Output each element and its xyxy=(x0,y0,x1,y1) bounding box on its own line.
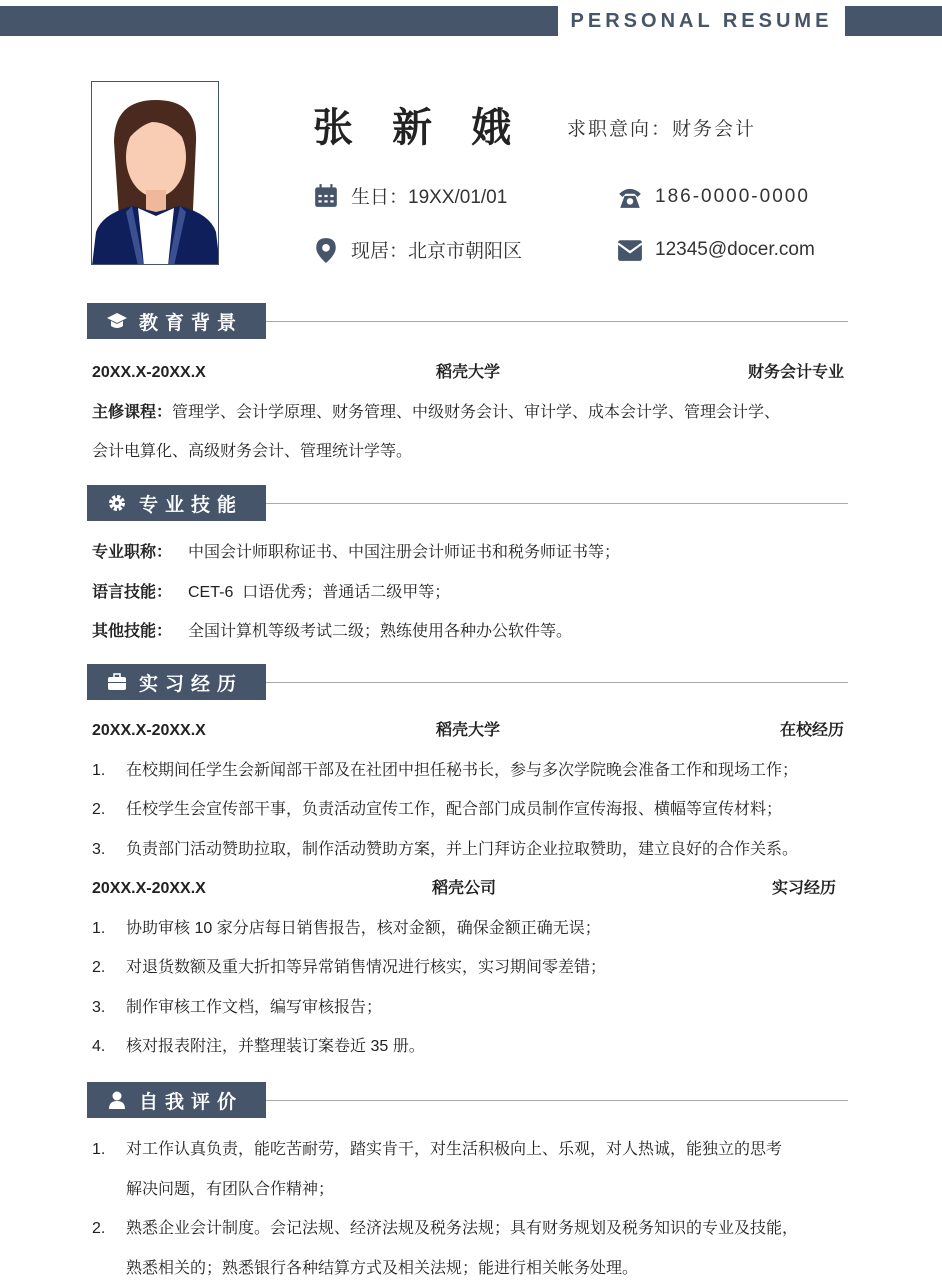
phone: 186-0000-0000 xyxy=(655,186,810,207)
section-title: 专业技能 xyxy=(139,494,244,516)
section-title: 实习经历 xyxy=(139,673,244,695)
birthday-row xyxy=(313,182,507,209)
courses-label: 主修课程： xyxy=(92,403,173,421)
section-header-experience xyxy=(87,664,848,700)
experience-content xyxy=(92,711,844,1067)
candidate-name: 张 新 娥 xyxy=(313,106,526,150)
envelope-icon xyxy=(617,237,643,263)
calendar-icon xyxy=(313,183,339,209)
skill-value: 中国会计师职称证书、中国注册会计师证书和税务师证书等； xyxy=(188,544,621,561)
section-header-skills xyxy=(87,485,848,521)
section-header-education xyxy=(87,303,848,339)
list-item: 1. 协助审核 10 家分店每日销售报告，核对金额，确保金额正确无误； xyxy=(92,919,601,937)
section-header-self xyxy=(87,1082,848,1118)
skill-label: 其他技能： xyxy=(92,623,173,640)
location-pin-icon xyxy=(313,237,339,263)
skill-row xyxy=(92,533,844,573)
resume-title: PERSONAL RESUME xyxy=(570,10,833,32)
address-row xyxy=(313,236,522,263)
list-item: 4. 核对报表附注，并整理装订案卷近 35 册。 xyxy=(92,1038,425,1055)
list-item: 3. 制作审核工作文档，编写审核报告； xyxy=(92,998,383,1016)
header-bar-left xyxy=(0,6,558,36)
avatar-photo[interactable] xyxy=(91,81,219,265)
email-row xyxy=(617,237,815,263)
exp-org: 稻壳大学 xyxy=(436,722,501,739)
skill-label: 语言技能： xyxy=(92,583,173,601)
gear-icon xyxy=(107,493,127,513)
exp-role: 在校经历 xyxy=(780,722,845,739)
skill-value: 全国计算机等级考试二级；熟练使用各种办公软件等。 xyxy=(188,623,573,640)
skill-value: CET-6 口语优秀；普通话二级甲等； xyxy=(188,583,451,601)
edu-major: 财务会计专业 xyxy=(748,364,845,381)
skills-content xyxy=(92,533,844,652)
courses: 管理学、会计学原理、财务管理、中级财务会计、审计学、成本会计学、管理会计学、 xyxy=(172,403,781,421)
exp-date: 20XX.X-20XX.X xyxy=(92,880,206,897)
header-bar-right xyxy=(845,6,942,36)
list-item: 3. 负责部门活动赞助拉取，制作活动赞助方案，并上门拜访企业拉取赞助，建立良好的合作关系。 xyxy=(92,840,799,858)
edu-school: 稻壳大学 xyxy=(436,364,501,381)
email[interactable]: 12345@docer.com xyxy=(655,239,815,260)
phone-row xyxy=(617,184,810,210)
section-title: 自我评价 xyxy=(139,1091,244,1113)
address: 现居：北京市朝阳区 xyxy=(351,241,523,262)
phone-icon xyxy=(617,184,643,210)
exp-org: 稻壳公司 xyxy=(431,880,496,897)
self-content xyxy=(92,1130,844,1288)
education-content xyxy=(92,353,844,472)
list-item: 1. 在校期间任学生会新闻部干部及在社团中担任秘书长，参与多次学院晚会准备工作和现场工作； xyxy=(92,761,799,779)
skill-label: 专业职称： xyxy=(92,544,173,561)
list-item: 2. 对退货数额及重大折扣等异常销售情况进行核实，实习期间零差错； xyxy=(92,959,607,976)
birthday: 生日：19XX/01/01 xyxy=(351,187,508,208)
list-item: 1. 对工作认真负责，能吃苦耐劳，踏实肯干，对生活积极向上、乐观，对人热诚，能独立的思考 解决问题，有团队合作精神； xyxy=(92,1141,783,1198)
skill-row xyxy=(92,612,844,652)
exp-date: 20XX.X-20XX.X xyxy=(92,722,206,739)
section-title: 教育背景 xyxy=(139,312,244,334)
user-icon xyxy=(107,1090,127,1110)
edu-date: 20XX.X-20XX.X xyxy=(92,364,206,381)
graduation-cap-icon xyxy=(107,311,127,331)
list-item: 2. 任校学生会宣传部干事，负责活动宣传工作，配合部门成员制作宣传海报、横幅等宣传材料； xyxy=(92,801,783,818)
job-intent: 求职意向：财务会计 xyxy=(567,119,757,140)
list-item: 2. 熟悉企业会计制度。会记法规、经济法规及税务法规；具有财务规划及税务知识的专业及技能， 熟悉相关的；熟悉银行各种结算方式及相关法规；能进行相关帐务处理。 xyxy=(92,1220,799,1277)
skill-row xyxy=(92,573,844,613)
exp-role: 实习经历 xyxy=(771,880,836,897)
courses-cont: 会计电算化、高级财务会计、管理统计学等。 xyxy=(92,443,413,460)
briefcase-icon xyxy=(107,672,127,692)
